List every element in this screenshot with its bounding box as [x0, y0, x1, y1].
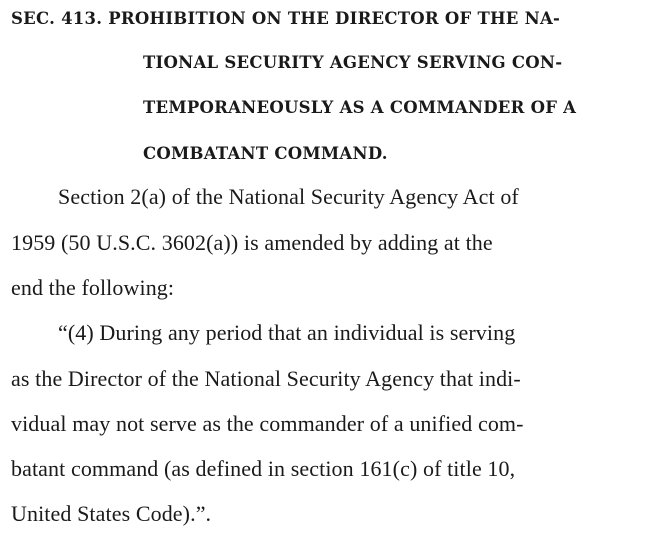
- paragraph-2-line-1: [58, 322, 590, 344]
- paragraph-text: Section 2(a) of the National Security Agency Act of: [58, 184, 519, 209]
- paragraph-text: United States Code).”.: [11, 501, 212, 526]
- paragraph-text: 1959 (50 U.S.C. 3602(a)) is amended by adding at the: [11, 230, 493, 255]
- section-heading-line-3: [143, 100, 591, 117]
- paragraph-2-line-4: [11, 458, 590, 480]
- paragraph-text: “(4) During any period that an individual is serving: [58, 320, 516, 345]
- heading-text: TEMPORANEOUSLY AS A COMMANDER OF A: [143, 98, 577, 117]
- paragraph-1-line-3: [11, 277, 590, 299]
- section-heading-line-1: [11, 11, 591, 28]
- paragraph-text: as the Director of the National Security Agency that indi-: [11, 366, 521, 391]
- paragraph-text: vidual may not serve as the commander of a unified com-: [11, 411, 524, 436]
- paragraph-text: batant command (as defined in section 161(c) of title 10,: [11, 456, 516, 481]
- paragraph-1-line-2: [11, 232, 590, 254]
- paragraph-text: end the following:: [11, 275, 175, 300]
- paragraph-2-line-5: [11, 503, 590, 525]
- heading-text: COMBATANT COMMAND.: [143, 144, 388, 163]
- heading-text: TIONAL SECURITY AGENCY SERVING CON-: [143, 53, 563, 72]
- section-heading-line-2: [143, 55, 591, 72]
- section-heading-line-4: [143, 146, 591, 163]
- paragraph-2-line-3: [11, 413, 590, 435]
- paragraph-2-line-2: [11, 368, 590, 390]
- paragraph-1-line-1: [58, 186, 590, 208]
- heading-text: SEC. 413. PROHIBITION ON THE DIRECTOR OF THE NA-: [11, 9, 561, 28]
